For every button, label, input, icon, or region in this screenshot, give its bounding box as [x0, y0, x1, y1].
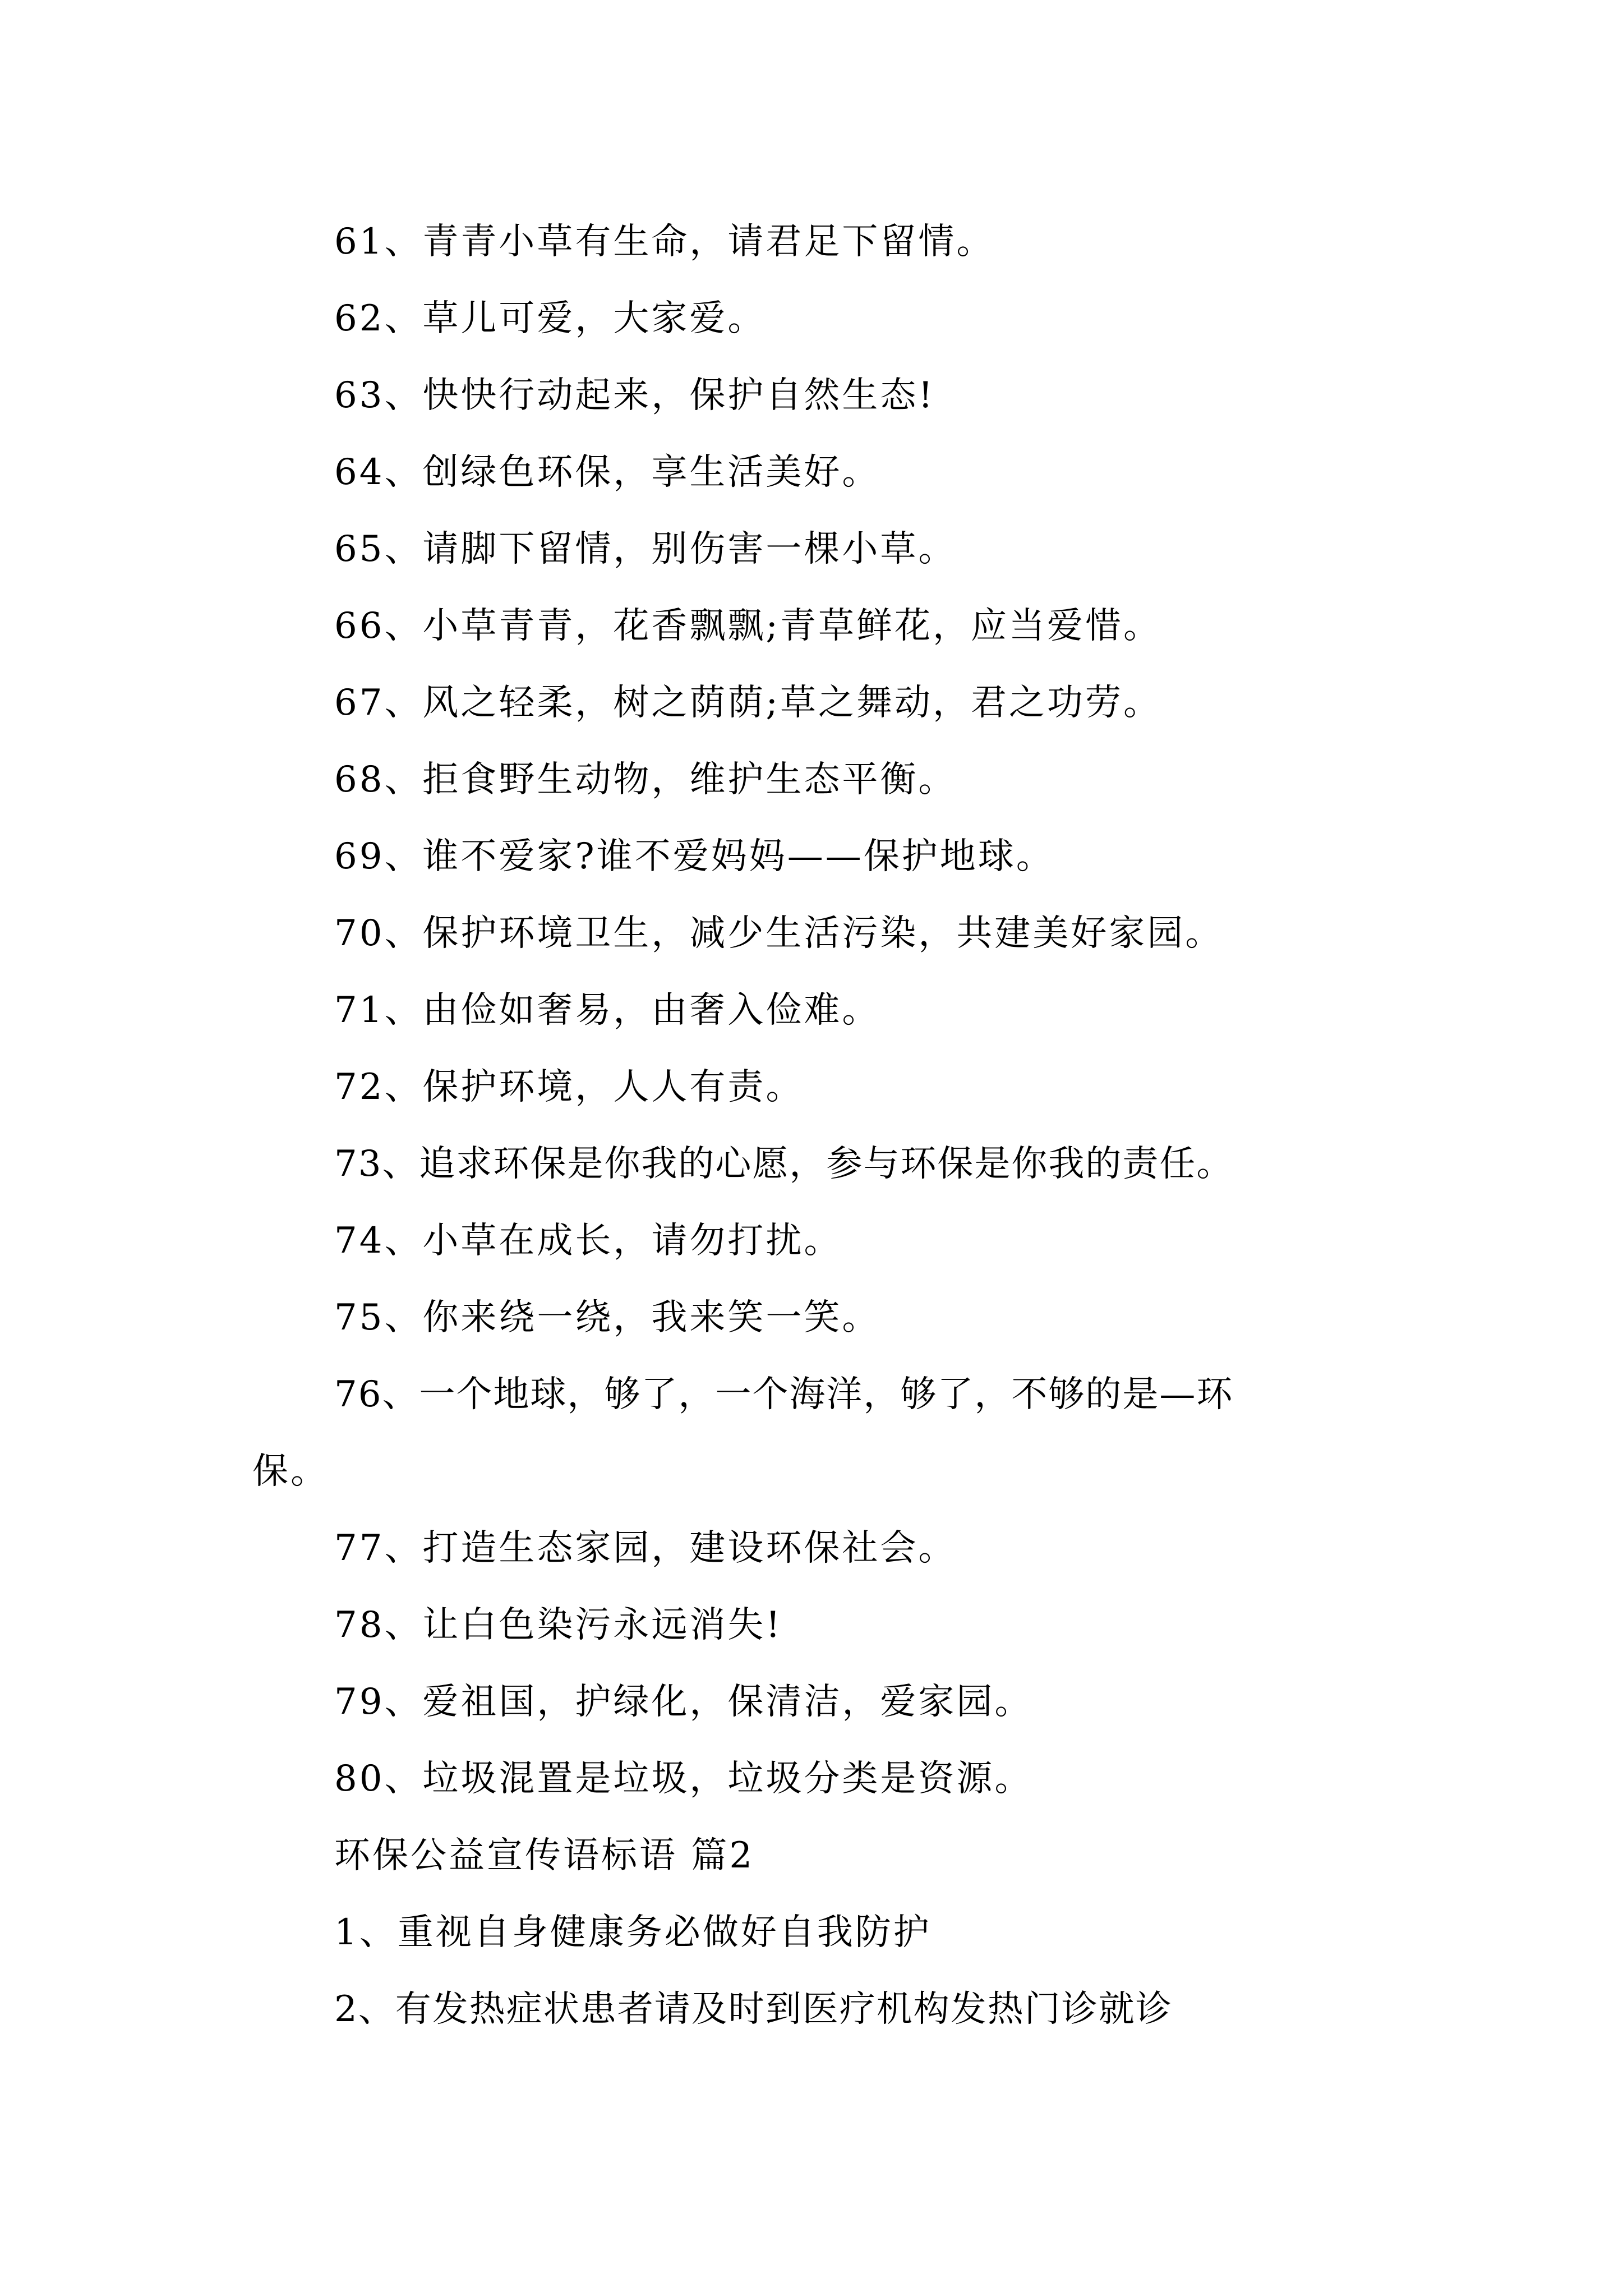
section-heading: 环保公益宣传语标语 篇2 [334, 1835, 755, 1876]
slogan-74: 74、小草在成长，请勿打扰。 [334, 1220, 842, 1262]
slogan-70: 70、保护环境卫生，减少生活污染，共建美好家园。 [334, 913, 1224, 954]
slogan-71: 71、由俭如奢易，由奢入俭难。 [334, 990, 880, 1031]
slogan-64: 64、创绿色环保，享生活美好。 [334, 452, 880, 493]
section-item-1: 1、重视自身健康务必做好自我防护 [334, 1912, 932, 1953]
slogan-65: 65、请脚下留情，别伤害一棵小草。 [334, 528, 957, 570]
slogan-75: 75、你来绕一绕，我来笑一笑。 [334, 1297, 880, 1338]
slogan-76: 76、一个地球，够了，一个海洋，够了，不够的是—环 [334, 1374, 1234, 1415]
section-item-2: 2、有发热症状患者请及时到医疗机构发热门诊就诊 [334, 1989, 1173, 2030]
text-body [252, 219, 1400, 2063]
slogan-79: 79、爱祖国，护绿化，保清洁，爱家园。 [334, 1681, 1033, 1723]
slogan-66: 66、小草青青，花香飘飘;青草鲜花，应当爱惜。 [334, 605, 1161, 647]
slogan-76-continued: 保。 [252, 1451, 329, 1492]
slogan-69: 69、谁不爱家?谁不爱妈妈——保护地球。 [334, 836, 1054, 877]
slogan-61: 61、青青小草有生命，请君足下留情。 [334, 221, 995, 263]
slogan-67: 67、风之轻柔，树之荫荫;草之舞动，君之功劳。 [334, 682, 1161, 724]
slogan-77: 77、打造生态家园，建设环保社会。 [334, 1527, 957, 1569]
slogan-80: 80、垃圾混置是垃圾，垃圾分类是资源。 [334, 1758, 1033, 1800]
slogan-72: 72、保护环境，人人有责。 [334, 1066, 804, 1108]
slogan-78: 78、让白色染污永远消失! [334, 1604, 783, 1646]
slogan-63: 63、快快行动起来，保护自然生态! [334, 375, 935, 416]
slogan-73: 73、追求环保是你我的心愿，参与环保是你我的责任。 [334, 1143, 1234, 1185]
slogan-68: 68、拒食野生动物，维护生态平衡。 [334, 759, 957, 800]
slogan-62: 62、草儿可爱，大家爱。 [334, 298, 766, 339]
